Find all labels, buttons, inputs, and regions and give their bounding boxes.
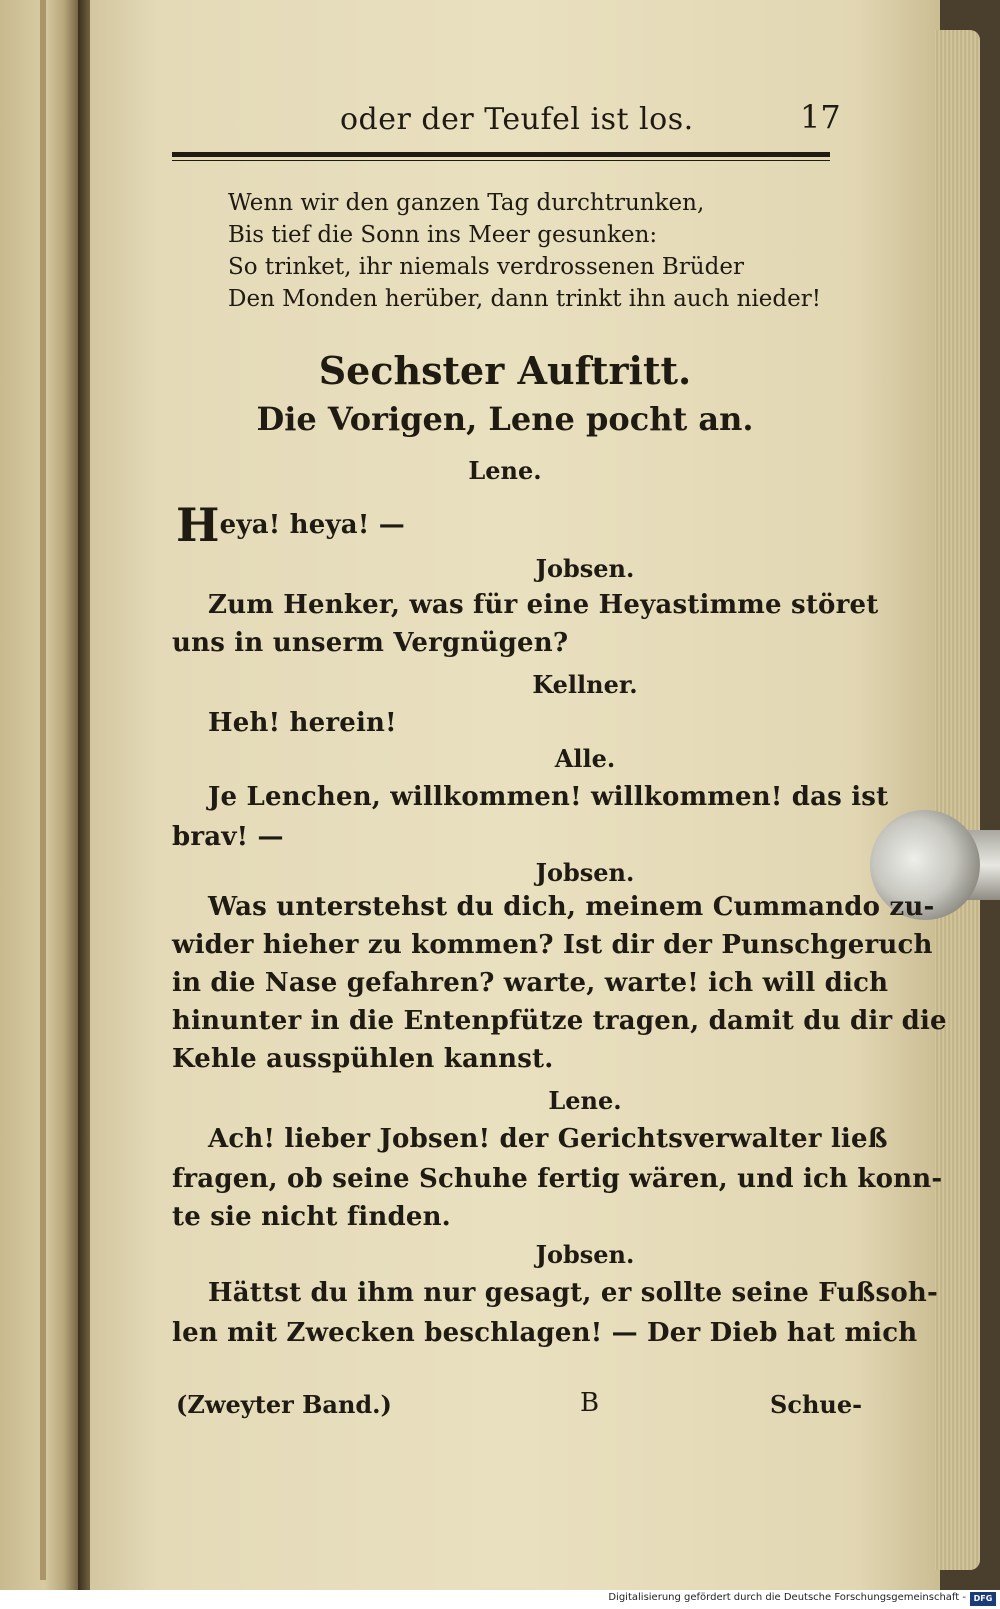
scene-subtitle: Die Vorigen, Lene pocht an. <box>256 400 754 438</box>
dialogue-line: Je Lenchen, willkommen! willkommen! das ist <box>208 782 889 812</box>
volume-note: (Zweyter Band.) <box>176 1390 392 1419</box>
dialogue-line: hinunter in die Entenpfütze tragen, damit du dir die <box>172 1006 947 1036</box>
dialogue-line: in die Nase gefahren? warte, warte! ich will dich <box>172 968 889 998</box>
verse-line: Wenn wir den ganzen Tag durchtrunken, <box>228 190 705 216</box>
drop-cap: H <box>176 498 220 552</box>
scan-credit: Digitalisierung gefördert durch die Deutsche Forschungsgemeinschaft - <box>608 1592 966 1603</box>
speaker-name: Jobsen. <box>535 1240 635 1269</box>
dialogue-line: te sie nicht finden. <box>172 1202 451 1232</box>
page-number: 17 <box>800 98 841 136</box>
dialogue-line: Ach! lieber Jobsen! der Gerichtsverwalter ließ <box>208 1124 888 1154</box>
speaker-name: Lene. <box>468 456 542 485</box>
speaker-name: Jobsen. <box>535 554 635 583</box>
dialogue-line: fragen, ob seine Schuhe fertig wären, und ich konn- <box>172 1164 943 1194</box>
dialogue-line: brav! — <box>172 822 284 852</box>
dialogue-line: wider hieher zu kommen? Ist dir der Punschgeruch <box>172 930 933 960</box>
dialogue-line: Was unterstehst du dich, meinem Cummando zu- <box>208 892 935 922</box>
dialogue-line: len mit Zwecken beschlagen! — Der Dieb hat mich <box>172 1318 918 1348</box>
header-rule-thin <box>172 160 830 161</box>
dialogue-line: Zum Henker, was für eine Heyastimme störet <box>208 590 879 620</box>
dialogue-line: Heh! herein! <box>208 708 397 738</box>
scene-title: Sechster Auftritt. <box>318 348 692 393</box>
header-rule <box>172 152 830 157</box>
signature-mark: B <box>580 1388 600 1418</box>
running-title: oder der Teufel ist los. <box>340 102 694 137</box>
verse-line: So trinket, ihr niemals verdrossenen Brüder <box>228 254 744 280</box>
speaker-name: Lene. <box>548 1086 622 1115</box>
left-page-edge <box>40 0 46 1580</box>
speaker-name: Kellner. <box>532 670 638 699</box>
dfg-logo-icon: DFG <box>970 1592 996 1606</box>
speaker-name: Alle. <box>554 744 616 773</box>
dialogue-line: Hättst du ihm nur gesagt, er sollte seine Fußsoh- <box>208 1278 938 1308</box>
dialogue-line <box>176 498 405 552</box>
dialogue-text: eya! heya! — <box>219 510 405 540</box>
verse-line: Bis tief die Sonn ins Meer gesunken: <box>228 222 658 248</box>
page-fore-edge <box>935 30 980 1570</box>
verse-line: Den Monden herüber, dann trinkt ihn auch nieder! <box>228 286 821 312</box>
catchword: Schue- <box>770 1390 863 1419</box>
dialogue-line: Kehle ausspühlen kannst. <box>172 1044 554 1074</box>
speaker-name: Jobsen. <box>535 858 635 887</box>
dialogue-line: uns in unserm Vergnügen? <box>172 628 569 658</box>
